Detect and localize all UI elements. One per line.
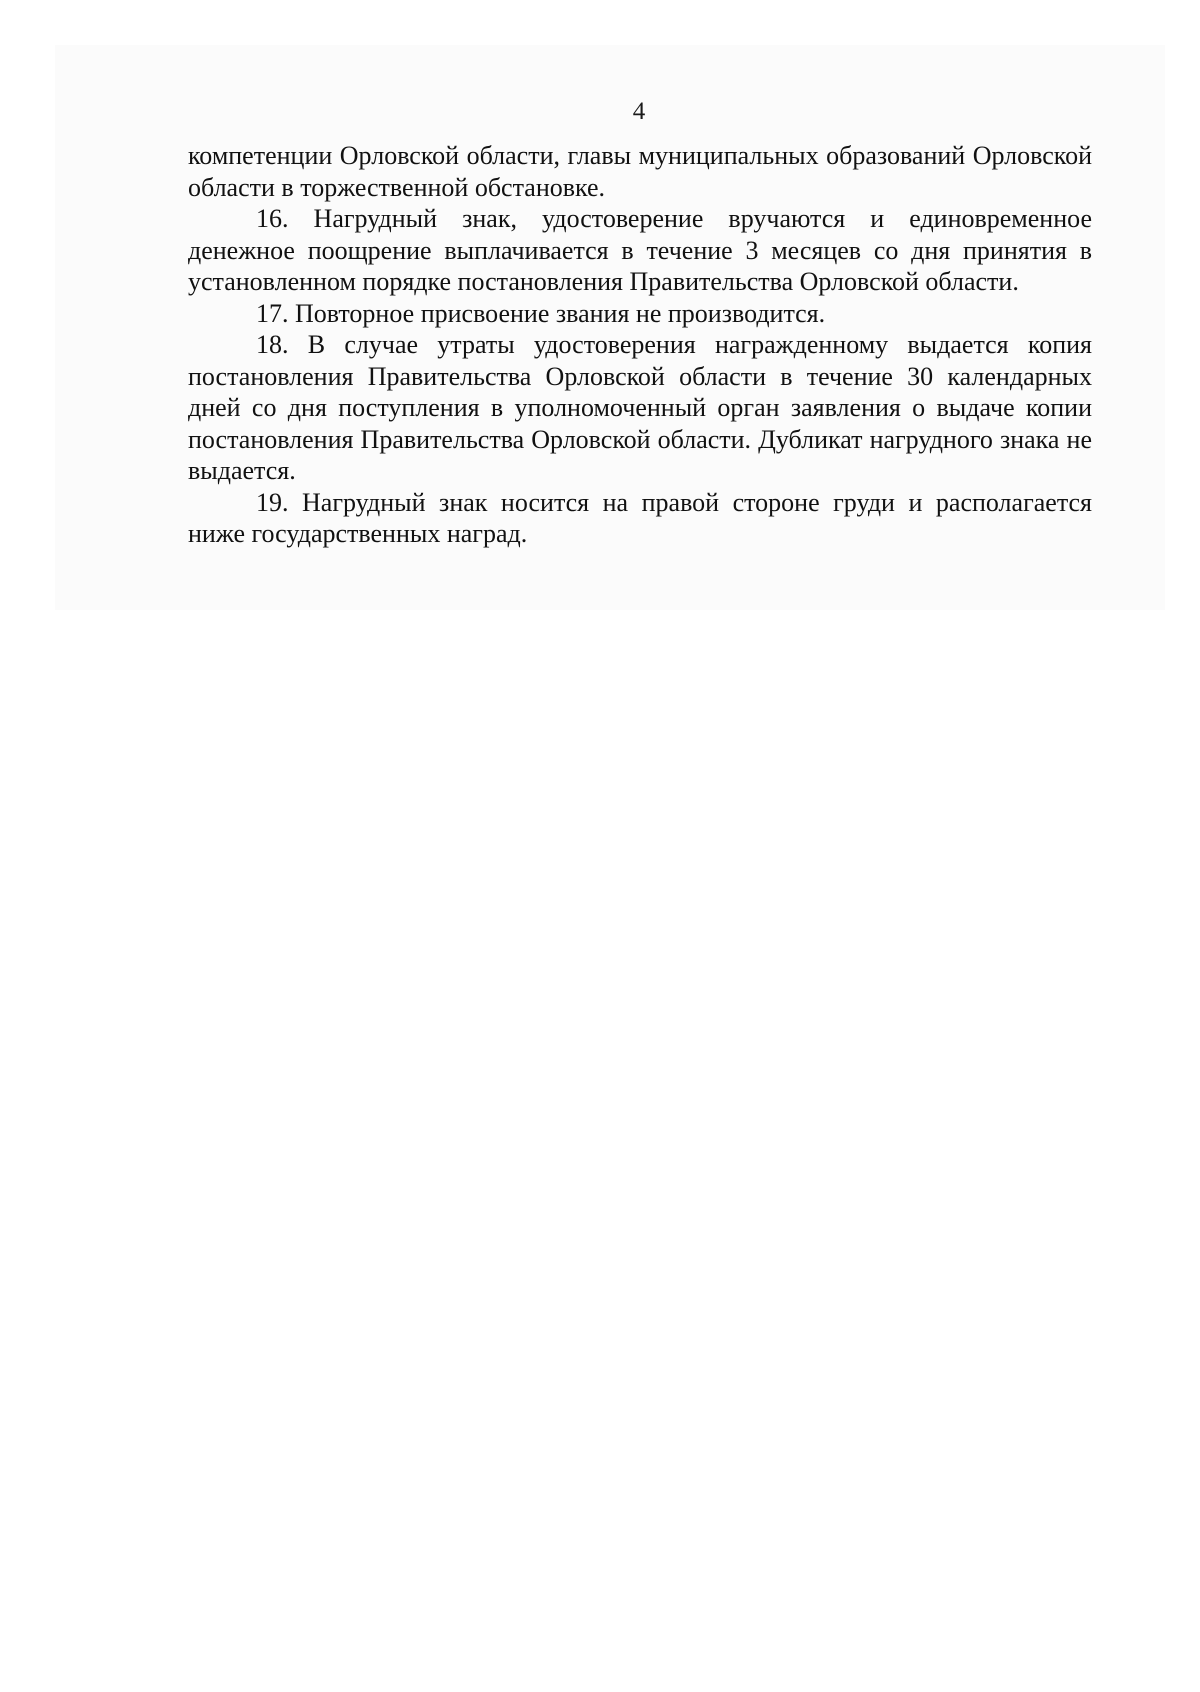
- paragraph-item-16: 16. Нагрудный знак, удостоверение вручаются и единовременное денежное поощрение выплачивается в течение 3 месяцев со дня принятия в установленном порядке постановления Правительства Орловской области.: [188, 204, 1092, 296]
- paragraph-item-17: 17. Повторное присвоение звания не производится.: [256, 298, 826, 328]
- page-number: 4: [632, 98, 646, 125]
- paragraph-continuation: компетенции Орловской области, главы муниципальных образований Орловской области в торжественной обстановке.: [188, 141, 1092, 202]
- paragraph-item-19: 19. Нагрудный знак носится на правой стороне груди и располагается ниже государственных наград.: [188, 487, 1092, 548]
- paragraph-item-18: 18. В случае утраты удостоверения награжденному выдается копия постановления Правительства Орловской области в течение 30 календарных дней со дня поступления в уполномоченный орган заявления о выдаче копии постановления Правительства Орловской области. Дубликат нагрудного знака не выдается.: [188, 330, 1092, 485]
- document-body: [188, 140, 1092, 550]
